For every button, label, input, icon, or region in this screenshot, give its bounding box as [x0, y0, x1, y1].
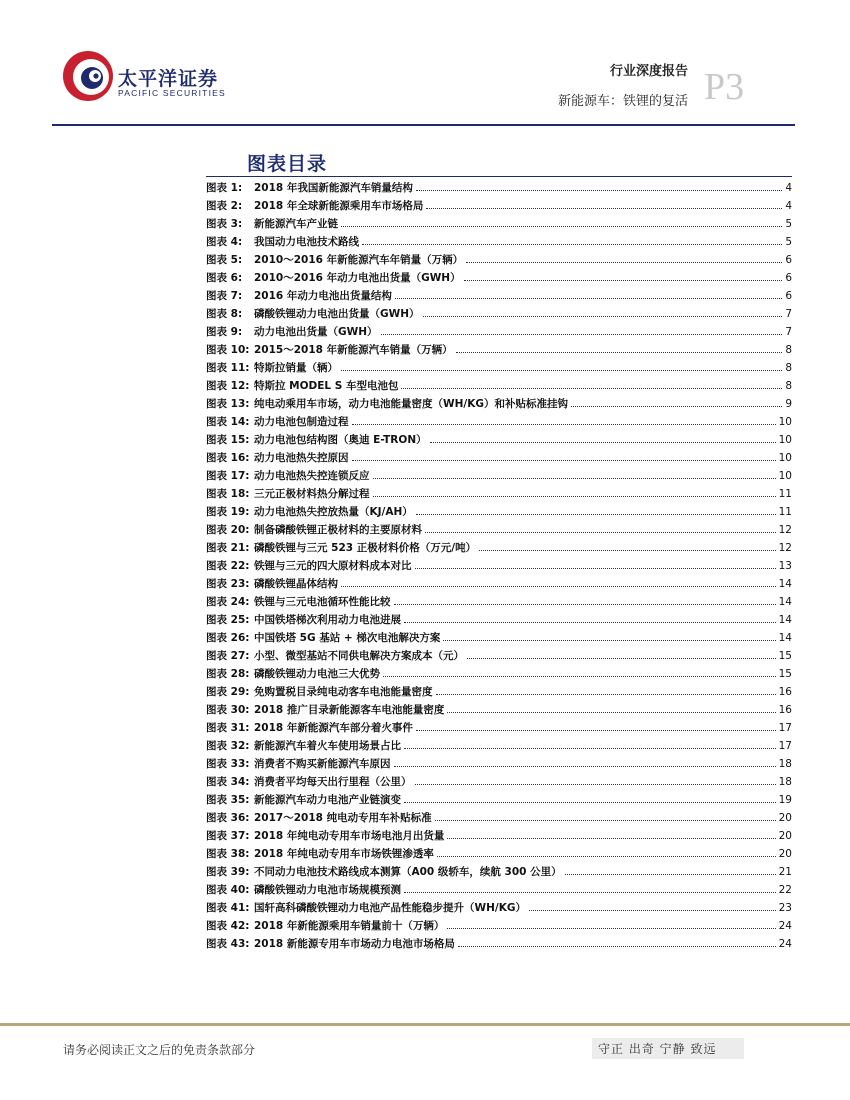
toc-entry[interactable] — [206, 486, 792, 504]
toc-entry-text: 2010～2016 年动力电池出货量（GWH） — [254, 272, 461, 284]
footer-divider — [0, 1023, 850, 1026]
toc-leader-dots — [529, 910, 776, 911]
toc-entry-page: 22 — [778, 884, 792, 896]
toc-leader-dots — [394, 766, 776, 767]
toc-entry-page: 20 — [778, 830, 792, 842]
toc-entry-text: 铁锂与三元电池循环性能比较 — [254, 596, 391, 608]
toc-entry-label: 图表 7: — [206, 290, 243, 302]
footer-disclaimer: 请务必阅读正文之后的免责条款部分 — [63, 1043, 256, 1057]
toc-leader-dots — [447, 838, 775, 839]
toc-title: 图表目录 — [247, 153, 328, 175]
toc-entry-page: 6 — [785, 254, 792, 266]
toc-entry-page: 24 — [778, 938, 792, 950]
toc-entry-label: 图表 20: — [206, 524, 250, 536]
toc-entry-text: 磷酸铁锂动力电池三大优势 — [254, 668, 380, 680]
toc-entry-label: 图表 35: — [206, 794, 250, 806]
toc-leader-dots — [395, 298, 782, 299]
toc-entry[interactable] — [206, 630, 792, 648]
header-divider — [52, 124, 795, 126]
toc-leader-dots — [467, 658, 776, 659]
toc-entry-text: 磷酸铁锂动力电池市场规模预测 — [254, 884, 401, 896]
toc-entry-page: 15 — [778, 650, 792, 662]
toc-entry-text: 磷酸铁锂动力电池出货量（GWH） — [254, 308, 420, 320]
toc-entry[interactable] — [206, 720, 792, 738]
toc-entry-text: 2016 年动力电池出货量结构 — [254, 290, 392, 302]
toc-entry[interactable] — [206, 882, 792, 900]
toc-entry[interactable] — [206, 360, 792, 378]
report-subtitle: 新能源车：铁锂的复活 — [557, 94, 688, 109]
toc-entry[interactable] — [206, 270, 792, 288]
toc-entry-label: 图表 2: — [206, 200, 243, 212]
toc-entry[interactable] — [206, 738, 792, 756]
toc-entry[interactable] — [206, 432, 792, 450]
toc-leader-dots — [456, 352, 783, 353]
toc-leader-dots — [435, 820, 776, 821]
toc-leader-dots — [381, 334, 783, 335]
toc-entry[interactable] — [206, 684, 792, 702]
toc-entry-label: 图表 4: — [206, 236, 243, 248]
brand-name-cn: 太平洋证券 — [118, 68, 219, 90]
toc-entry-page: 18 — [778, 758, 792, 770]
toc-entry-text: 2018 年我国新能源汽车销量结构 — [254, 182, 413, 194]
toc-entry-text: 动力电池包结构图（奥迪 E-TRON） — [254, 434, 427, 446]
toc-entry-label: 图表 43: — [206, 938, 250, 950]
toc-entry-label: 图表 25: — [206, 614, 250, 626]
toc-entry[interactable] — [206, 558, 792, 576]
toc-entry-page: 11 — [778, 488, 792, 500]
toc-entry[interactable] — [206, 846, 792, 864]
toc-leader-dots — [447, 928, 775, 929]
toc-entry-label: 图表 39: — [206, 866, 250, 878]
toc-entry-text: 铁锂与三元的四大原材料成本对比 — [254, 560, 412, 572]
toc-entry-text: 消费者平均每天出行里程（公里） — [254, 776, 412, 788]
toc-entry-page: 15 — [778, 668, 792, 680]
toc-entry-page: 4 — [785, 200, 792, 212]
toc-list — [206, 180, 792, 954]
footer-motto: 守正 出奇 宁静 致远 — [592, 1038, 744, 1059]
toc-entry-text: 国轩高科磷酸铁锂动力电池产品性能稳步提升（WH/KG） — [254, 902, 526, 914]
toc-entry-page: 14 — [778, 596, 792, 608]
toc-entry-text: 小型、微型基站不同供电解决方案成本（元） — [254, 650, 464, 662]
toc-leader-dots — [383, 676, 776, 677]
toc-entry-text: 2018 年纯电动专用车市场铁锂渗透率 — [254, 848, 434, 860]
page-label: P3 — [704, 66, 745, 108]
toc-entry-text: 中国铁塔梯次利用动力电池进展 — [254, 614, 401, 626]
toc-entry-page: 13 — [778, 560, 792, 572]
toc-entry-page: 8 — [785, 362, 792, 374]
toc-entry-text: 新能源汽车着火车使用场景占比 — [254, 740, 401, 752]
toc-entry-page: 8 — [785, 344, 792, 356]
toc-entry[interactable] — [206, 504, 792, 522]
toc-entry-page: 17 — [778, 722, 792, 734]
toc-entry-page: 7 — [785, 326, 792, 338]
toc-entry-page: 16 — [778, 686, 792, 698]
toc-entry[interactable] — [206, 234, 792, 252]
toc-entry[interactable] — [206, 792, 792, 810]
toc-entry-page: 17 — [778, 740, 792, 752]
toc-entry-text: 免购置税目录纯电动客车电池能量密度 — [254, 686, 433, 698]
toc-leader-dots — [437, 856, 776, 857]
toc-entry-page: 19 — [778, 794, 792, 806]
toc-leader-dots — [404, 622, 776, 623]
toc-leader-dots — [394, 604, 776, 605]
toc-entry-text: 动力电池热失控连锁反应 — [254, 470, 370, 482]
toc-entry-label: 图表 37: — [206, 830, 250, 842]
toc-entry-text: 特斯拉销量（辆） — [254, 362, 338, 374]
toc-entry[interactable] — [206, 594, 792, 612]
toc-leader-dots — [373, 478, 776, 479]
toc-leader-dots — [352, 424, 776, 425]
toc-entry-page: 20 — [778, 848, 792, 860]
toc-leader-dots — [430, 442, 776, 443]
toc-leader-dots — [341, 370, 782, 371]
toc-entry[interactable] — [206, 468, 792, 486]
toc-entry-label: 图表 11: — [206, 362, 250, 374]
toc-entry-page: 12 — [778, 542, 792, 554]
toc-entry[interactable] — [206, 756, 792, 774]
toc-entry-text: 消费者不购买新能源汽车原因 — [254, 758, 391, 770]
toc-entry-text: 2018 年新能源乘用车销量前十（万辆） — [254, 920, 445, 932]
toc-entry[interactable] — [206, 810, 792, 828]
toc-entry-label: 图表 30: — [206, 704, 250, 716]
toc-entry-label: 图表 15: — [206, 434, 250, 446]
toc-entry-text: 2010～2016 年新能源汽车年销量（万辆） — [254, 254, 464, 266]
toc-entry[interactable] — [206, 450, 792, 468]
toc-entry[interactable] — [206, 648, 792, 666]
toc-entry[interactable] — [206, 414, 792, 432]
toc-entry-text: 2018 年全球新能源乘用车市场格局 — [254, 200, 424, 212]
toc-leader-dots — [425, 532, 776, 533]
toc-entry[interactable] — [206, 828, 792, 846]
toc-leader-dots — [423, 316, 783, 317]
toc-entry-text: 我国动力电池技术路线 — [254, 236, 359, 248]
toc-leader-dots — [416, 514, 776, 515]
toc-entry-page: 12 — [778, 524, 792, 536]
toc-entry-text: 纯电动乘用车市场，动力电池能量密度（WH/KG）和补贴标准挂钩 — [254, 398, 568, 410]
toc-entry-page: 14 — [778, 578, 792, 590]
toc-entry[interactable] — [206, 900, 792, 918]
toc-entry-label: 图表 34: — [206, 776, 250, 788]
toc-entry[interactable] — [206, 378, 792, 396]
toc-entry-label: 图表 13: — [206, 398, 250, 410]
toc-entry[interactable] — [206, 666, 792, 684]
toc-entry-page: 11 — [778, 506, 792, 518]
toc-entry-label: 图表 18: — [206, 488, 250, 500]
toc-entry[interactable] — [206, 216, 792, 234]
toc-entry-page: 6 — [785, 272, 792, 284]
toc-entry[interactable] — [206, 396, 792, 414]
toc-entry-page: 23 — [778, 902, 792, 914]
toc-leader-dots — [416, 190, 782, 191]
toc-divider — [206, 176, 792, 177]
toc-leader-dots — [404, 748, 776, 749]
toc-entry-text: 2018 推广目录新能源客车电池能量密度 — [254, 704, 445, 716]
toc-entry-label: 图表 12: — [206, 380, 250, 392]
toc-leader-dots — [404, 802, 776, 803]
toc-entry-label: 图表 16: — [206, 452, 250, 464]
toc-entry-text: 2018 年纯电动专用车市场电池月出货量 — [254, 830, 445, 842]
toc-entry-page: 7 — [785, 308, 792, 320]
toc-entry-text: 2018 新能源专用车市场动力电池市场格局 — [254, 938, 455, 950]
toc-entry-text: 2017～2018 纯电动专用车补贴标准 — [254, 812, 432, 824]
toc-entry-page: 14 — [778, 614, 792, 626]
toc-entry-text: 动力电池热失控原因 — [254, 452, 349, 464]
toc-leader-dots — [571, 406, 782, 407]
toc-entry-label: 图表 29: — [206, 686, 250, 698]
toc-leader-dots — [352, 460, 776, 461]
toc-leader-dots — [466, 262, 782, 263]
toc-leader-dots — [362, 244, 782, 245]
toc-entry-page: 21 — [778, 866, 792, 878]
toc-entry-page: 5 — [785, 218, 792, 230]
report-type: 行业深度报告 — [609, 64, 688, 79]
toc-entry[interactable] — [206, 702, 792, 720]
toc-entry-label: 图表 6: — [206, 272, 243, 284]
toc-entry-text: 特斯拉 MODEL S 车型电池包 — [254, 380, 399, 392]
toc-leader-dots — [415, 568, 776, 569]
toc-entry[interactable] — [206, 612, 792, 630]
toc-entry-text: 新能源汽车产业链 — [254, 218, 338, 230]
toc-entry-page: 14 — [778, 632, 792, 644]
toc-entry-label: 图表 42: — [206, 920, 250, 932]
toc-entry[interactable] — [206, 576, 792, 594]
pacific-securities-logo — [62, 50, 114, 102]
toc-entry[interactable] — [206, 864, 792, 882]
toc-entry-page: 10 — [778, 470, 792, 482]
toc-entry-label: 图表 23: — [206, 578, 250, 590]
toc-leader-dots — [565, 874, 776, 875]
toc-entry[interactable] — [206, 180, 792, 198]
toc-entry-page: 8 — [785, 380, 792, 392]
toc-entry-page: 5 — [785, 236, 792, 248]
toc-entry-text: 2015～2018 年新能源汽车销量（万辆） — [254, 344, 453, 356]
toc-entry-page: 10 — [778, 434, 792, 446]
toc-leader-dots — [373, 496, 776, 497]
toc-entry[interactable] — [206, 522, 792, 540]
toc-entry-text: 磷酸铁锂晶体结构 — [254, 578, 338, 590]
toc-entry-text: 2018 年新能源汽车部分着火事件 — [254, 722, 413, 734]
toc-entry-label: 图表 10: — [206, 344, 250, 356]
toc-leader-dots — [426, 208, 782, 209]
toc-entry-label: 图表 26: — [206, 632, 250, 644]
toc-entry-label: 图表 41: — [206, 902, 250, 914]
toc-entry-page: 20 — [778, 812, 792, 824]
toc-entry-label: 图表 1: — [206, 182, 243, 194]
toc-entry-text: 动力电池热失控放热量（KJ/AH） — [254, 506, 413, 518]
toc-entry[interactable] — [206, 774, 792, 792]
toc-entry-page: 9 — [785, 398, 792, 410]
toc-entry-label: 图表 14: — [206, 416, 250, 428]
toc-leader-dots — [443, 640, 775, 641]
brand-name-en: PACIFIC SECURITIES — [118, 88, 226, 98]
toc-entry-label: 图表 38: — [206, 848, 250, 860]
toc-entry[interactable] — [206, 342, 792, 360]
toc-entry-label: 图表 27: — [206, 650, 250, 662]
toc-entry-text: 动力电池出货量（GWH） — [254, 326, 378, 338]
toc-entry-label: 图表 24: — [206, 596, 250, 608]
toc-entry-label: 图表 32: — [206, 740, 250, 752]
toc-leader-dots — [341, 226, 782, 227]
toc-entry[interactable] — [206, 252, 792, 270]
toc-leader-dots — [464, 280, 783, 281]
toc-entry-label: 图表 21: — [206, 542, 250, 554]
toc-entry-label: 图表 31: — [206, 722, 250, 734]
toc-entry-label: 图表 9: — [206, 326, 243, 338]
toc-entry[interactable] — [206, 288, 792, 306]
toc-entry-page: 18 — [778, 776, 792, 788]
toc-entry-label: 图表 33: — [206, 758, 250, 770]
toc-entry-text: 中国铁塔 5G 基站 + 梯次电池解决方案 — [254, 632, 441, 644]
toc-entry-label: 图表 36: — [206, 812, 250, 824]
toc-entry-text: 制备磷酸铁锂正极材料的主要原材料 — [254, 524, 422, 536]
toc-leader-dots — [401, 388, 782, 389]
toc-entry[interactable] — [206, 324, 792, 342]
toc-entry-text: 新能源汽车动力电池产业链演变 — [254, 794, 401, 806]
toc-entry-page: 10 — [778, 416, 792, 428]
toc-entry-label: 图表 5: — [206, 254, 243, 266]
toc-entry-page: 16 — [778, 704, 792, 716]
toc-entry-page: 10 — [778, 452, 792, 464]
toc-leader-dots — [447, 712, 775, 713]
toc-entry[interactable] — [206, 918, 792, 936]
toc-leader-dots — [404, 892, 776, 893]
toc-entry-label: 图表 28: — [206, 668, 250, 680]
toc-entry-text: 三元正极材料热分解过程 — [254, 488, 370, 500]
toc-entry[interactable] — [206, 306, 792, 324]
toc-leader-dots — [415, 784, 776, 785]
toc-leader-dots — [458, 946, 776, 947]
toc-entry-label: 图表 3: — [206, 218, 243, 230]
toc-entry-label: 图表 22: — [206, 560, 250, 572]
toc-leader-dots — [341, 586, 776, 587]
toc-entry[interactable] — [206, 936, 792, 954]
toc-entry-label: 图表 8: — [206, 308, 243, 320]
toc-entry[interactable] — [206, 198, 792, 216]
toc-entry[interactable] — [206, 540, 792, 558]
toc-entry-label: 图表 19: — [206, 506, 250, 518]
toc-entry-label: 图表 40: — [206, 884, 250, 896]
toc-leader-dots — [416, 730, 776, 731]
toc-entry-page: 6 — [785, 290, 792, 302]
toc-leader-dots — [479, 550, 776, 551]
toc-entry-page: 4 — [785, 182, 792, 194]
toc-entry-text: 动力电池包制造过程 — [254, 416, 349, 428]
toc-entry-text: 不同动力电池技术路线成本测算（A00 级轿车，续航 300 公里） — [254, 866, 562, 878]
toc-entry-text: 磷酸铁锂与三元 523 正极材料价格（万元/吨） — [254, 542, 477, 554]
toc-entry-page: 24 — [778, 920, 792, 932]
toc-entry-label: 图表 17: — [206, 470, 250, 482]
toc-leader-dots — [436, 694, 776, 695]
